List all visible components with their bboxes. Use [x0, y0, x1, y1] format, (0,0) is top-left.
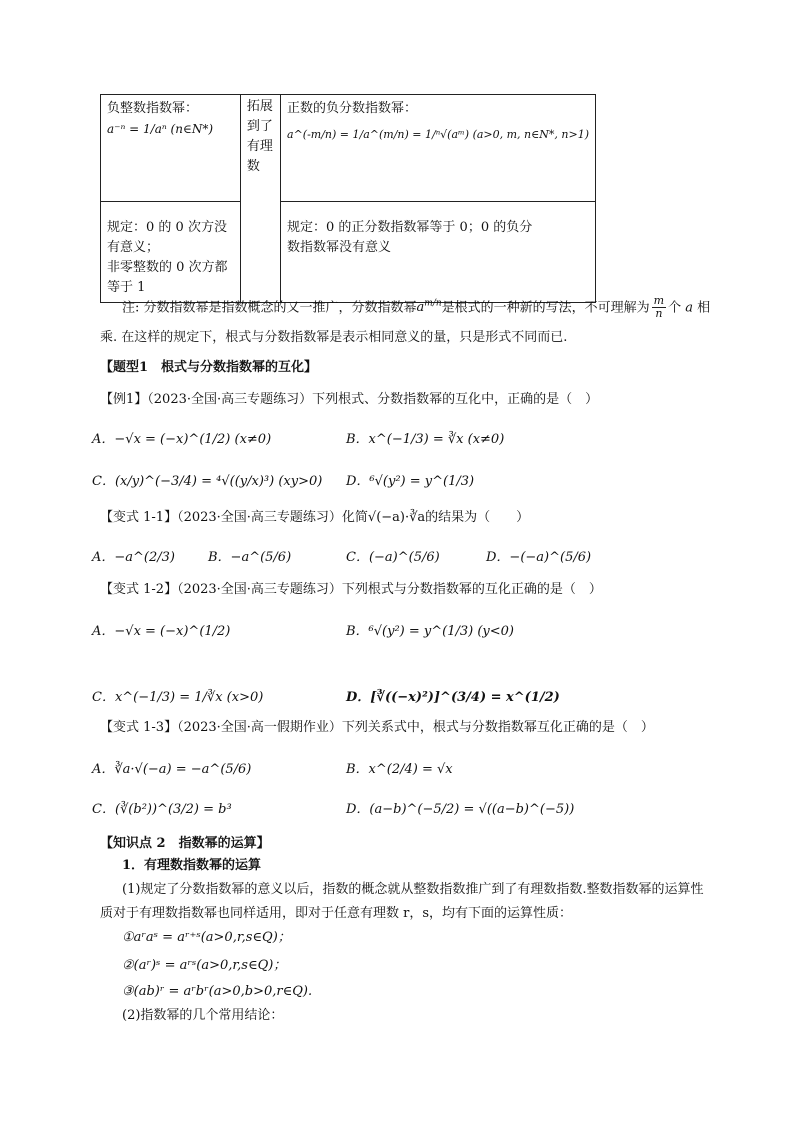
rule-right-cell: 规定：0 的正分数指数幂等于 0；0 的负分 数指数幂没有意义 [281, 202, 596, 303]
kp2-subheading: 1．有理数指数幂的运算 [122, 858, 262, 873]
knowledge-point-2-heading: 【知识点 2 指数幂的运算】 [100, 836, 270, 851]
neg-frac-title: 正数的负分数指数幂： [287, 101, 418, 116]
extend-cell: 拓展 到了 有理 数 [240, 95, 280, 303]
knowledge-table [100, 94, 596, 303]
v12-option-d: D．[∛((−x)²)]^(3/4) = x^(1/2) [346, 690, 560, 705]
v11-option-b: B．−a^(5/6) [208, 550, 292, 565]
v13-option-b: B．x^(2/4) = √x [346, 762, 453, 777]
v13-option-d: D．(a−b)^(−5/2) = √((a−b)^(−5)) [346, 802, 575, 817]
kp2-paragraph-1b: 质对于有理数指数幂也同样适用，即对于任意有理数 r，s，均有下面的运算性质： [100, 906, 573, 921]
variant-1-2-stem: 【变式 1-2】（2023·全国·高三专题练习）下列根式与分数指数幂的互化正确的是（ ） [100, 582, 602, 597]
note-line-2: 乘. 在这样的规定下，根式与分数指数幂是表示相同意义的量，只是形式不同而已. [100, 330, 568, 345]
variant-1-3-stem: 【变式 1-3】（2023·全国·高一假期作业）下列关系式中，根式与分数指数幂互化正确的是（ ） [100, 720, 654, 735]
ex1-option-a: A．−√x = (−x)^(1/2) (x≠0) [92, 432, 272, 447]
v12-option-c: C．x^(−1/3) = 1/∛x (x>0) [92, 690, 264, 705]
v11-option-a: A．−a^(2/3) [92, 550, 175, 565]
ex1-option-d: D．⁶√(y²) = y^(1/3) [346, 474, 475, 489]
note-line-1: 注: 分数指数幂是指数概念的又一推广，分数指数幂$a^{m/n}$是根式的一种新的写法，不可理解为 $\frac{m}{n}$ 个 a 相 [122, 294, 711, 321]
example-1-stem: 【例1】（2023·全国·高三专题练习）下列根式、分数指数幂的互化中，正确的是（ ） [100, 392, 599, 407]
neg-frac-cell [281, 95, 596, 202]
v12-option-a: A．−√x = (−x)^(1/2) [92, 624, 231, 639]
ex1-option-b: B．x^(−1/3) = ∛x (x≠0) [346, 432, 505, 447]
kp2-paragraph-1a: (1)规定了分数指数幂的意义以后，指数的概念就从整数指数推广到了有理数指数.整数指数幂的运算性 [122, 882, 704, 897]
kp2-rule-1: ①aʳaˢ = aʳ⁺ˢ(a>0,r,s∈Q)； [122, 930, 291, 945]
neg-int-title: 负整数指数幂： [107, 101, 199, 116]
v11-option-d: D．−(−a)^(5/6) [486, 550, 592, 565]
type1-heading: 【题型1 根式与分数指数幂的互化】 [100, 360, 318, 375]
v13-option-a: A．∛a·√(−a) = −a^(5/6) [92, 762, 252, 777]
variant-1-1-stem: 【变式 1-1】（2023·全国·高三专题练习）化简√(−a)·∛a的结果为（ ） [100, 510, 530, 525]
neg-frac-formula: a^(-m/n) = 1/a^(m/n) = 1/ⁿ√(aᵐ) (a>0, m, n∈N*, n>1) [287, 128, 589, 141]
v11-option-c: C．(−a)^(5/6) [346, 550, 440, 565]
rule-left-cell: 规定：0 的 0 次方没有意义； 非零整数的 0 次方都等于 1 [101, 202, 241, 303]
kp2-paragraph-2: (2)指数幂的几个常用结论： [122, 1008, 284, 1023]
neg-int-formula: a⁻ⁿ = 1/aⁿ (n∈N*) [107, 122, 214, 136]
v12-option-b: B．⁶√(y²) = y^(1/3) (y<0) [346, 624, 514, 639]
kp2-rule-2: ②(aʳ)ˢ = aʳˢ(a>0,r,s∈Q)； [122, 958, 287, 973]
v13-option-c: C．(∛(b²))^(3/2) = b³ [92, 802, 232, 817]
kp2-rule-3: ③(ab)ʳ = aʳbʳ(a>0,b>0,r∈Q). [122, 984, 313, 999]
ex1-option-c: C．(x/y)^(−3/4) = ⁴√((y/x)³) (xy>0) [92, 474, 323, 489]
neg-int-cell [101, 95, 241, 202]
